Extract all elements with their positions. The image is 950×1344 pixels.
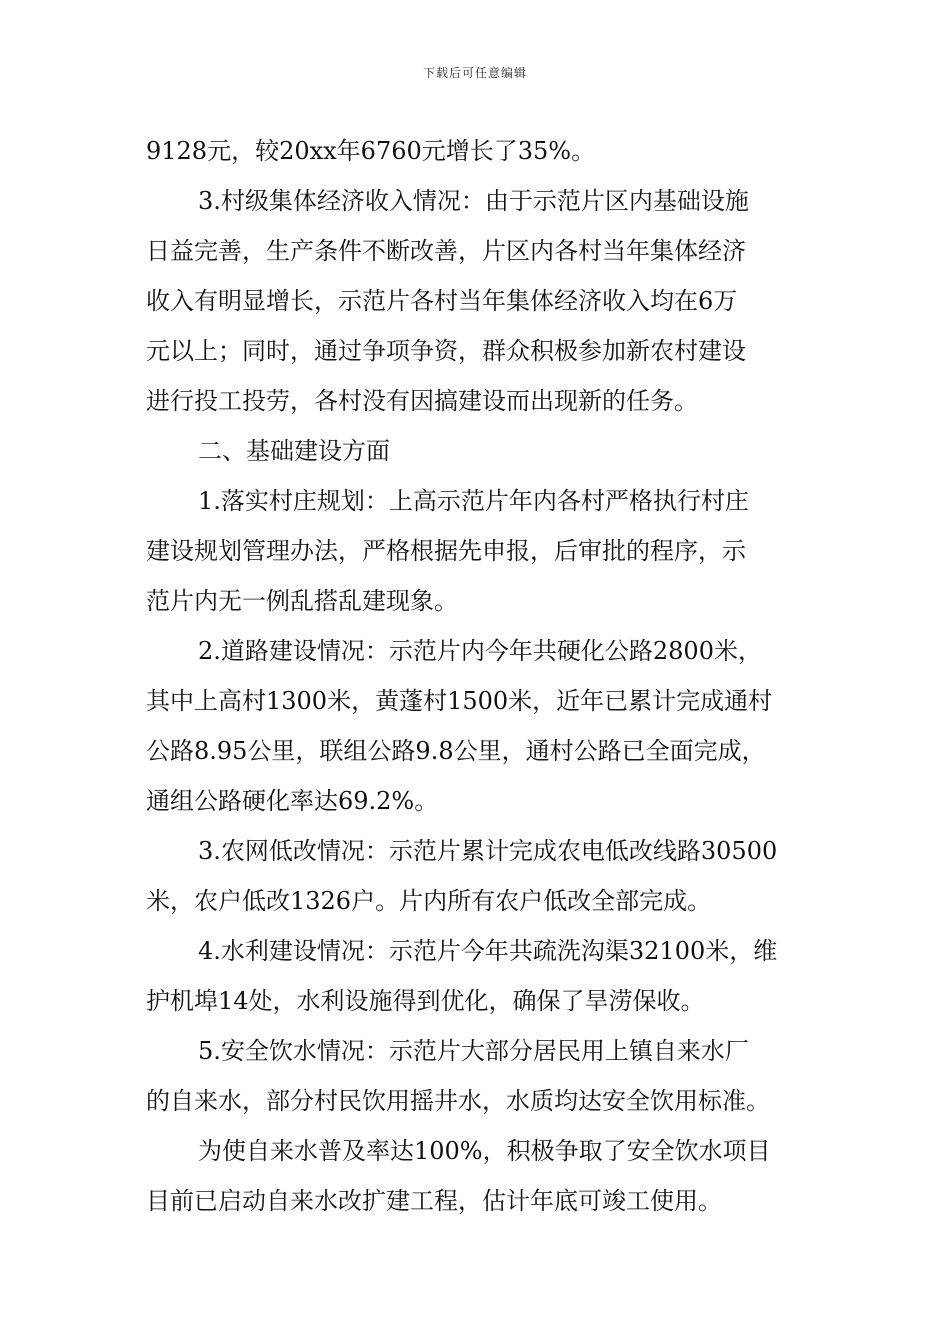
text-line: 4.水利建设情况：示范片今年共疏洗沟渠32100米，维 [198,937,778,965]
text-line: 其中上高村1300米，黄蓬村1500米，近年已累计完成通村 [146,687,773,715]
text-line: 进行投工投劳，各村没有因搞建设而出现新的任务。 [146,387,698,415]
text-line: 的自来水，部分村民饮用摇井水，水质均达安全饮用标准。 [146,1087,770,1115]
text-line: 目前已启动自来水改扩建工程，估计年底可竣工使用。 [146,1187,722,1215]
text-line: 收入有明显增长，示范片各村当年集体经济收入均在6万 [146,287,738,315]
text-line: 2.道路建设情况：示范片内今年共硬化公路2800米， [198,637,762,665]
text-line: 元以上；同时，通过争项争资，群众积极参加新农村建设 [146,337,746,365]
text-line: 二、基础建设方面 [198,437,390,465]
text-line: 护机埠14处，水利设施得到优化，确保了旱涝保收。 [146,987,705,1015]
text-line: 3.农网低改情况：示范片累计完成农电低改线路30500 [198,837,778,865]
text-line: 3.村级集体经济收入情况：由于示范片区内基础设施 [198,187,749,215]
text-line: 日益完善，生产条件不断改善，片区内各村当年集体经济 [146,237,746,265]
text-line: 公路8.95公里，联组公路9.8公里，通村公路已全面完成， [146,737,766,765]
text-line: 通组公路硬化率达69.2%。 [146,787,439,815]
text-line: 米，农户低改1326户。片内所有农户低改全部完成。 [146,887,712,915]
page-header-note: 下载后可任意编辑 [422,66,527,80]
text-line: 5.安全饮水情况：示范片大部分居民用上镇自来水厂 [198,1037,749,1065]
text-line: 9128元，较20xx年6760元增长了35%。 [146,137,596,165]
text-line: 范片内无一例乱搭乱建现象。 [146,587,458,615]
text-line: 1.落实村庄规划：上高示范片年内各村严格执行村庄 [198,487,749,515]
text-line: 建设规划管理办法，严格根据先申报，后审批的程序，示 [146,537,746,565]
text-line: 为使自来水普及率达100%，积极争取了安全饮水项目 [198,1137,771,1165]
document-body [146,126,818,1226]
